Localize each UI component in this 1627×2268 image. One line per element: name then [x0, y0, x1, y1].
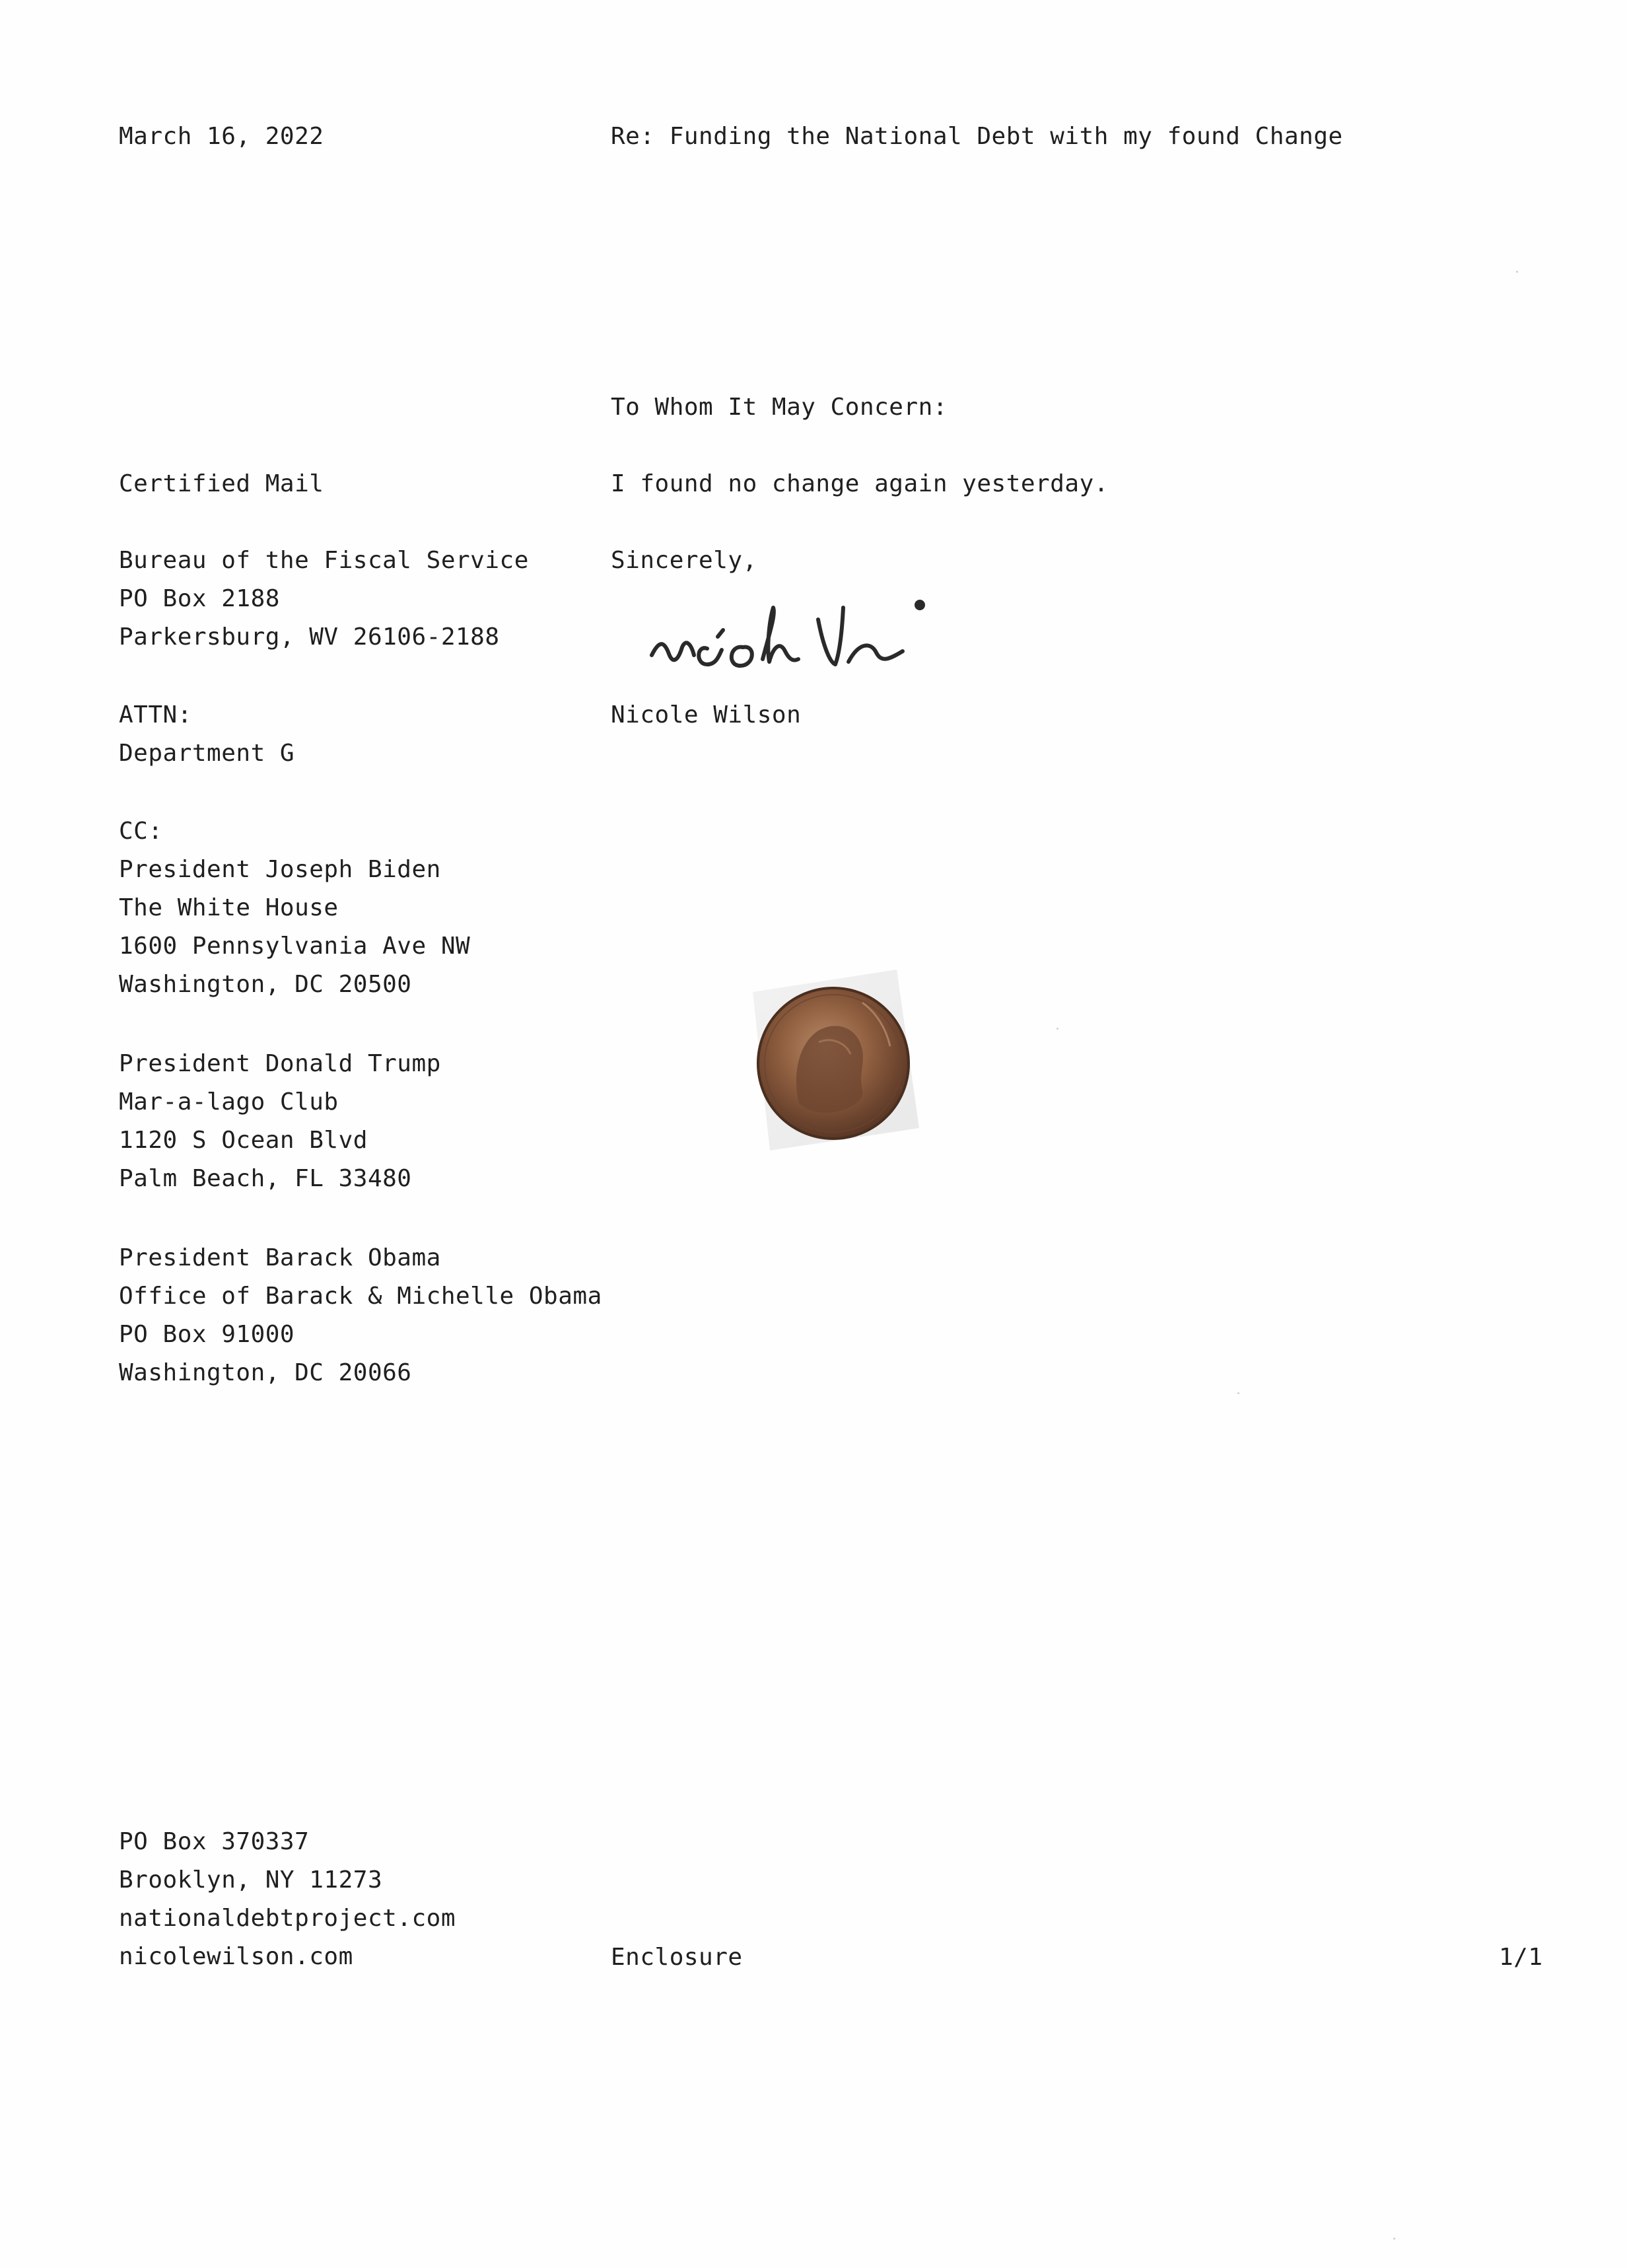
enclosure-note: Enclosure: [611, 1944, 743, 1971]
sender-address-line: PO Box 370337: [119, 1828, 310, 1855]
scan-speck: [1056, 1028, 1058, 1030]
sender-website-link[interactable]: nicolewilson.com: [119, 1943, 353, 1970]
scan-speck: [1393, 2238, 1395, 2240]
recipient-address-line: Bureau of the Fiscal Service: [119, 547, 529, 574]
cc-address-line: PO Box 91000: [119, 1321, 295, 1348]
recipient-address: [119, 542, 529, 656]
cc-address-line: President Donald Trump: [119, 1050, 441, 1077]
signer-name: Nicole Wilson: [611, 701, 802, 728]
closing: Sincerely,: [611, 547, 757, 574]
sender-website-link[interactable]: nationaldebtproject.com: [119, 1905, 456, 1932]
cc-address-line: Office of Barack & Michelle Obama: [119, 1283, 602, 1310]
attn-value: Department G: [119, 740, 295, 767]
sender-address-line: Brooklyn, NY 11273: [119, 1866, 383, 1894]
cc-address-line: Palm Beach, FL 33480: [119, 1165, 412, 1192]
cc-address-line: 1600 Pennsylvania Ave NW: [119, 933, 471, 960]
cc-address-line: President Joseph Biden: [119, 856, 441, 883]
cc-address-line: 1120 S Ocean Blvd: [119, 1127, 368, 1154]
cc-address-line: Washington, DC 20066: [119, 1359, 412, 1386]
signature-image: [644, 581, 987, 693]
recipient-address-line: PO Box 2188: [119, 585, 280, 612]
cc-block-obama: [119, 1239, 602, 1392]
scan-speck: [1516, 271, 1518, 273]
attn-label: ATTN:: [119, 701, 192, 728]
cc-block-trump: [119, 1045, 441, 1198]
letter-date: March 16, 2022: [119, 123, 324, 150]
cc-address-line: The White House: [119, 894, 339, 921]
cc-address-line: Washington, DC 20500: [119, 971, 412, 998]
letter-subject: Re: Funding the National Debt with my found Change: [611, 123, 1343, 150]
sender-address: [119, 1823, 456, 1976]
cc-label: CC:: [119, 818, 163, 845]
attention-block: [119, 696, 294, 773]
cc-address-line: Mar-a-lago Club: [119, 1088, 339, 1116]
page-number: 1/1: [1499, 1944, 1543, 1971]
recipient-address-line: Parkersburg, WV 26106-2188: [119, 623, 500, 651]
salutation: To Whom It May Concern:: [611, 394, 948, 421]
cc-block-biden: [119, 812, 470, 1004]
penny-coin-image: [746, 964, 944, 1162]
mail-type: Certified Mail: [119, 470, 324, 497]
cc-address-line: President Barack Obama: [119, 1244, 441, 1271]
scan-speck: [1237, 1392, 1239, 1394]
letter-body: I found no change again yesterday.: [611, 470, 1109, 497]
